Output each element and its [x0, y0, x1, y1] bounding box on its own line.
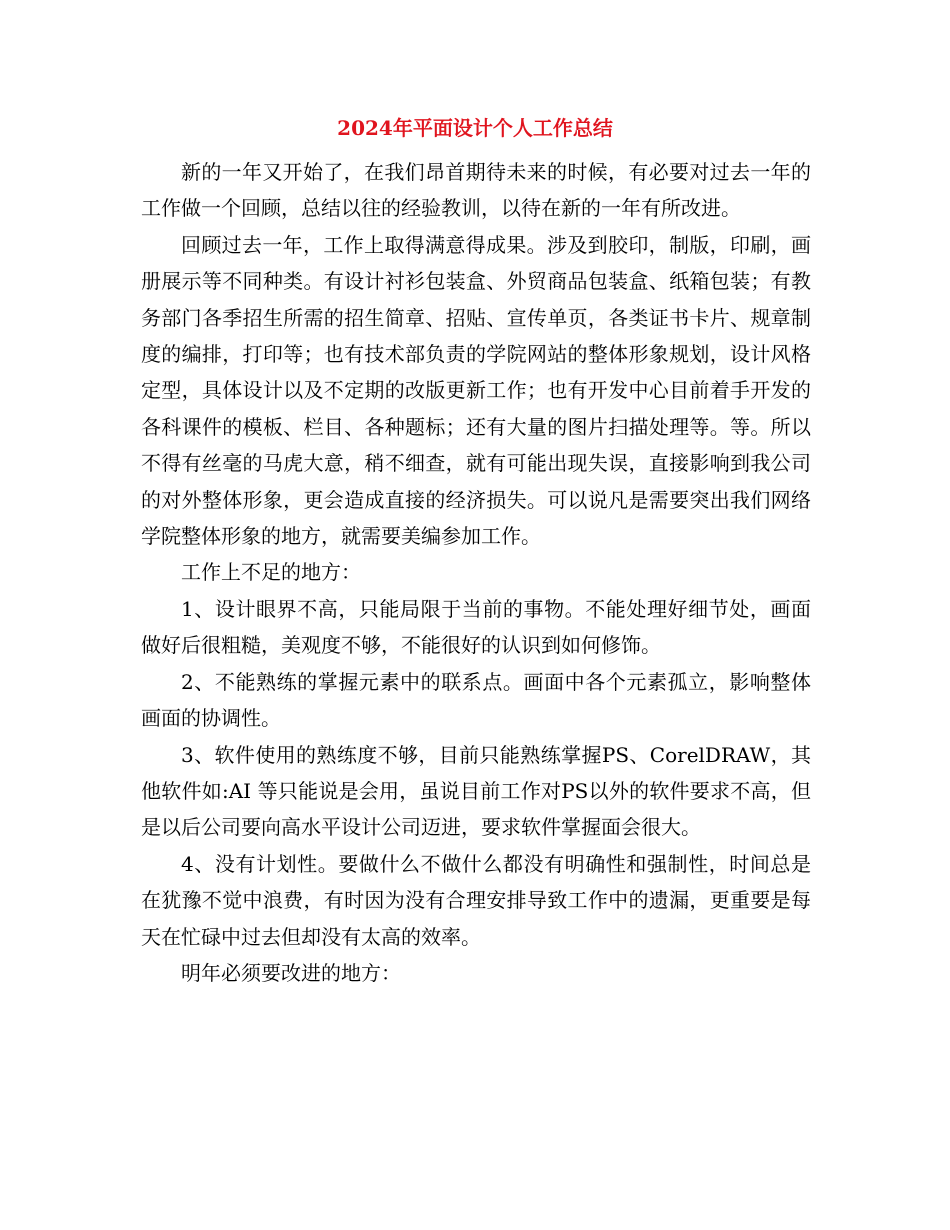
paragraph-shortcoming-2: 2、不能熟练的掌握元素中的联系点。画面中各个元素孤立，影响整体画面的协调性。: [141, 669, 811, 731]
paragraph-improvements-heading: 明年必须要改进的地方：: [181, 960, 401, 985]
paragraph-review: 回顾过去一年，工作上取得满意得成果。涉及到胶印，制版，印刷，画册展示等不同种类。有设计衬衫包装盒、外贸商品包装盒、纸箱包装；有教务部门各季招生所需的招生简章、招贴、宣传单页，各类证书卡片、规章制度的编排，打印等；也有技术部负责的学院网站的整体形象规划，设计风格定型，具体设计以及不定期的改版更新工作；也有开发中心目前着手开发的各科课件的模板、栏目、各种题标；还有大量的图片扫描处理等。等。所以不得有丝毫的马虎大意，稍不细查，就有可能出现失误，直接影响到我公司的对外整体形象，更会造成直接的经济损失。可以说凡是需要突出我们网络学院整体形象的地方，就需要美编参加工作。: [141, 232, 811, 549]
paragraph-shortcoming-1: 1、设计眼界不高，只能局限于当前的事物。不能处理好细节处，画面做好后很粗糙，美观度不够，不能很好的认识到如何修饰。: [141, 596, 811, 658]
paragraph-intro: 新的一年又开始了，在我们昂首期待未来的时候，有必要对过去一年的工作做一个回顾，总结以往的经验教训，以待在新的一年有所改进。: [141, 160, 811, 221]
paragraph-shortcomings-heading: 工作上不足的地方：: [181, 560, 361, 585]
paragraph-shortcoming-4: 4、没有计划性。要做什么不做什么都没有明确性和强制性，时间总是在犹豫不觉中浪费，有时因为没有合理安排导致工作中的遗漏，更重要是每天在忙碌中过去但却没有太高的效率。: [141, 851, 811, 949]
document-body: [141, 154, 811, 991]
document-title: 2024年平面设计个人工作总结: [337, 116, 613, 140]
paragraph-shortcoming-3: 3、软件使用的熟练度不够，目前只能熟练掌握PS、CorelDRAW，其他软件如:AI 等只能说是会用，虽说目前工作对PS以外的软件要求不高，但是以后公司要向高水平设计公司迈进，要求软件掌握面会很大。: [141, 742, 811, 840]
